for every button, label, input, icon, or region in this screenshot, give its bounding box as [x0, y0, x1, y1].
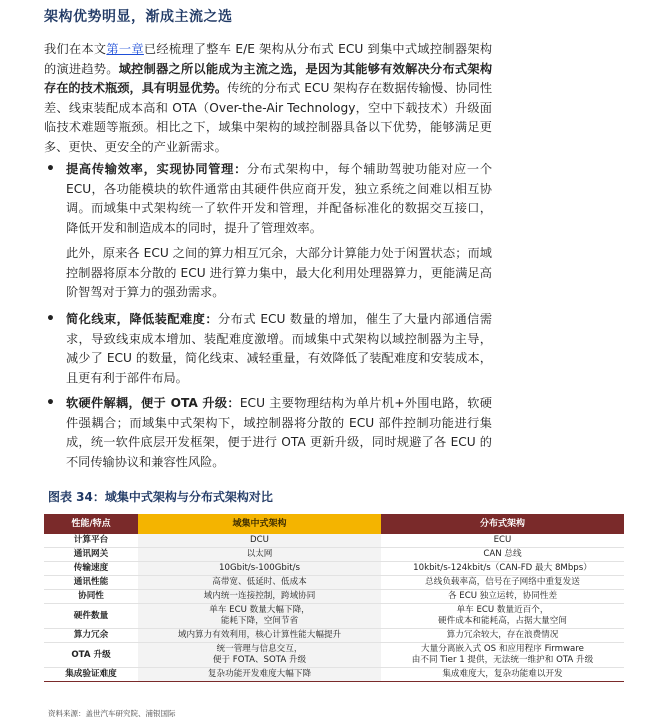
cell-line: 总线负载率高，信号在子网络中重复发送 — [425, 577, 580, 587]
bullet-dot-2: • — [46, 311, 55, 327]
row-label: 通讯网关 — [44, 548, 138, 562]
cell-line: 硬件成本和能耗高，占据大量空间 — [438, 616, 567, 626]
header-distributed: 分布式架构 — [381, 514, 624, 534]
cell-line: 10Gbit/s-100Gbit/s — [219, 563, 300, 573]
domain-centralized-cell — [138, 562, 381, 576]
domain-centralized-cell — [138, 643, 381, 668]
bullet-dot-1: • — [46, 161, 55, 177]
distributed-cell — [381, 629, 624, 643]
bullet-1-text: 分布式架构中，每个辅助驾驶功能对应一个 ECU，各功能模块的软件通常由其硬件供应商开发，独立系统之间难以相互协调。而域集中式架构统一了软件开发和管理，并配备标准化的数据交互接口，降低开发和制造成本的同时，提升了管理效率。 — [66, 162, 493, 235]
distributed-cell — [381, 534, 624, 548]
intro-text-3: 传统的分布式 ECU 架构存在数据传输慢、协同性差、线束装配成本高和 OTA（Over-the-Air Technology，空中下载技术）升级面临技术难题等瓶颈。相比之下，域集中架构的域控制器具备以下优势，能够满足更多、更快、更安全的产业新需求。 — [44, 81, 493, 154]
cell-line: 域内统一连接控制，跨域协同 — [203, 591, 316, 601]
section-title: 架构优势明显，渐成主流之选 — [44, 9, 233, 25]
cell-line: 复杂功能开发难度大幅下降 — [207, 669, 312, 679]
bullet-paragraph-3 — [66, 394, 492, 472]
bullet-1-heading: 提高传输效率，实现协同管理： — [66, 162, 248, 176]
intro-bold-text: 域控制器之所以能成为主流之选，是因为其能够有效解决分布式架构存在的技术瓶颈，具有明显优势。 — [44, 61, 493, 96]
distributed-cell — [381, 576, 624, 590]
cell-line: ECU — [493, 535, 512, 545]
bullet-paragraph-1 — [66, 160, 492, 238]
cell-line: 集成难度大，复杂功能难以开发 — [442, 669, 563, 679]
cell-line: 高带宽、低延时、低成本 — [212, 577, 307, 587]
distributed-cell — [381, 590, 624, 604]
domain-centralized-cell — [138, 604, 381, 629]
domain-centralized-cell — [138, 629, 381, 643]
table-row — [44, 562, 624, 576]
bullet-3-heading: 软硬件解耦，便于 OTA 升级： — [66, 396, 240, 410]
chapter-one-link[interactable]: 第一章 — [106, 42, 144, 56]
intro-text-2: 已经梳理了整车 E/E 架构从分布式 ECU 到集中式域控制器架构的演进趋势。 — [44, 42, 493, 76]
table-row — [44, 629, 624, 643]
table-row — [44, 590, 624, 604]
comparison-table — [44, 514, 624, 682]
bullet-1-extra-paragraph: 此外，原来各 ECU 之间的算力相互冗余，大部分计算能力处于闲置状态；而域控制器将原本分散的 ECU 进行算力集中，最大化利用处理器算力，更能满足高阶智驾对于算力的强劲需求。 — [66, 246, 492, 300]
source-note: 资料来源：盖世汽车研究院、浦银国际 — [48, 709, 176, 718]
row-label: 硬件数量 — [44, 604, 138, 629]
table-row — [44, 576, 624, 590]
cell-line: 单车 ECU 数量大幅下降， — [209, 605, 310, 615]
row-label: 算力冗余 — [44, 629, 138, 643]
distributed-cell — [381, 604, 624, 629]
cell-line: DCU — [250, 535, 269, 545]
table-row — [44, 643, 624, 668]
bullet-paragraph-2 — [66, 310, 492, 388]
row-label: 计算平台 — [44, 534, 138, 548]
domain-centralized-cell — [138, 548, 381, 562]
intro-paragraph — [44, 40, 492, 158]
cell-line: 能耗下降，空间节省 — [220, 616, 299, 626]
table-header-row — [44, 514, 624, 534]
cell-line: 由不同 Tier 1 提供，无法统一维护和 OTA 升级 — [411, 655, 594, 665]
cell-line: CAN 总线 — [483, 549, 522, 559]
domain-centralized-cell — [138, 590, 381, 604]
row-label: OTA 升级 — [44, 643, 138, 668]
cell-line: 大量分离嵌入式 OS 和应用程序 Firmware — [421, 644, 584, 654]
domain-centralized-cell — [138, 668, 381, 682]
header-feature: 性能/特点 — [44, 514, 138, 534]
distributed-cell — [381, 643, 624, 668]
bullet-2-text: 分布式 ECU 数量的增加，催生了大量内部通信需求，导致线束成本增加、装配难度激增。而域集中式架构以域控制器为主导，减少了 ECU 的数量，简化线束、减轻重量，有效降低了装配难度和安装成本，且更有利于部件布局。 — [66, 312, 493, 385]
intro-text-1: 我们在本文 — [44, 42, 107, 56]
table-row — [44, 548, 624, 562]
distributed-cell — [381, 548, 624, 562]
row-label: 传输速度 — [44, 562, 138, 576]
cell-line: 以太网 — [246, 549, 273, 559]
header-domain-centralized: 域集中式架构 — [138, 514, 381, 534]
cell-line: 便于 FOTA、SOTA 升级 — [212, 655, 307, 665]
figure-title: 图表 34：域集中式架构与分布式架构对比 — [48, 490, 273, 504]
bullet-dot-3: • — [46, 395, 55, 411]
cell-line: 域内算力有效利用，核心计算性能大幅提升 — [177, 630, 342, 640]
domain-centralized-cell — [138, 534, 381, 548]
table-row — [44, 668, 624, 682]
cell-line: 统一管理与信息交互， — [216, 644, 303, 654]
bullet-3-text: ECU 主要物理结构为单片机+外围电路，软硬件强耦合；而域集中式架构下，域控制器将分散的 ECU 部件控制功能进行集成，统一软件底层开发框架，便于进行 OTA 更新升级，同时规避了各 ECU 的不同传输协议和兼容性风险。 — [66, 396, 492, 469]
cell-line: 10kbit/s-124kbit/s（CAN-FD 最大 8Mbps） — [413, 563, 592, 573]
table-row — [44, 604, 624, 629]
row-label: 协同性 — [44, 590, 138, 604]
row-label: 集成验证难度 — [44, 668, 138, 682]
table-row — [44, 534, 624, 548]
cell-line: 单车 ECU 数量近百个， — [456, 605, 549, 615]
distributed-cell — [381, 668, 624, 682]
cell-line: 各 ECU 独立运转，协同性差 — [447, 591, 558, 601]
bullet-2-heading: 简化线束，降低装配难度： — [66, 312, 218, 326]
row-label: 通讯性能 — [44, 576, 138, 590]
cell-line: 算力冗余较大，存在浪费情况 — [446, 630, 559, 640]
domain-centralized-cell — [138, 576, 381, 590]
distributed-cell — [381, 562, 624, 576]
